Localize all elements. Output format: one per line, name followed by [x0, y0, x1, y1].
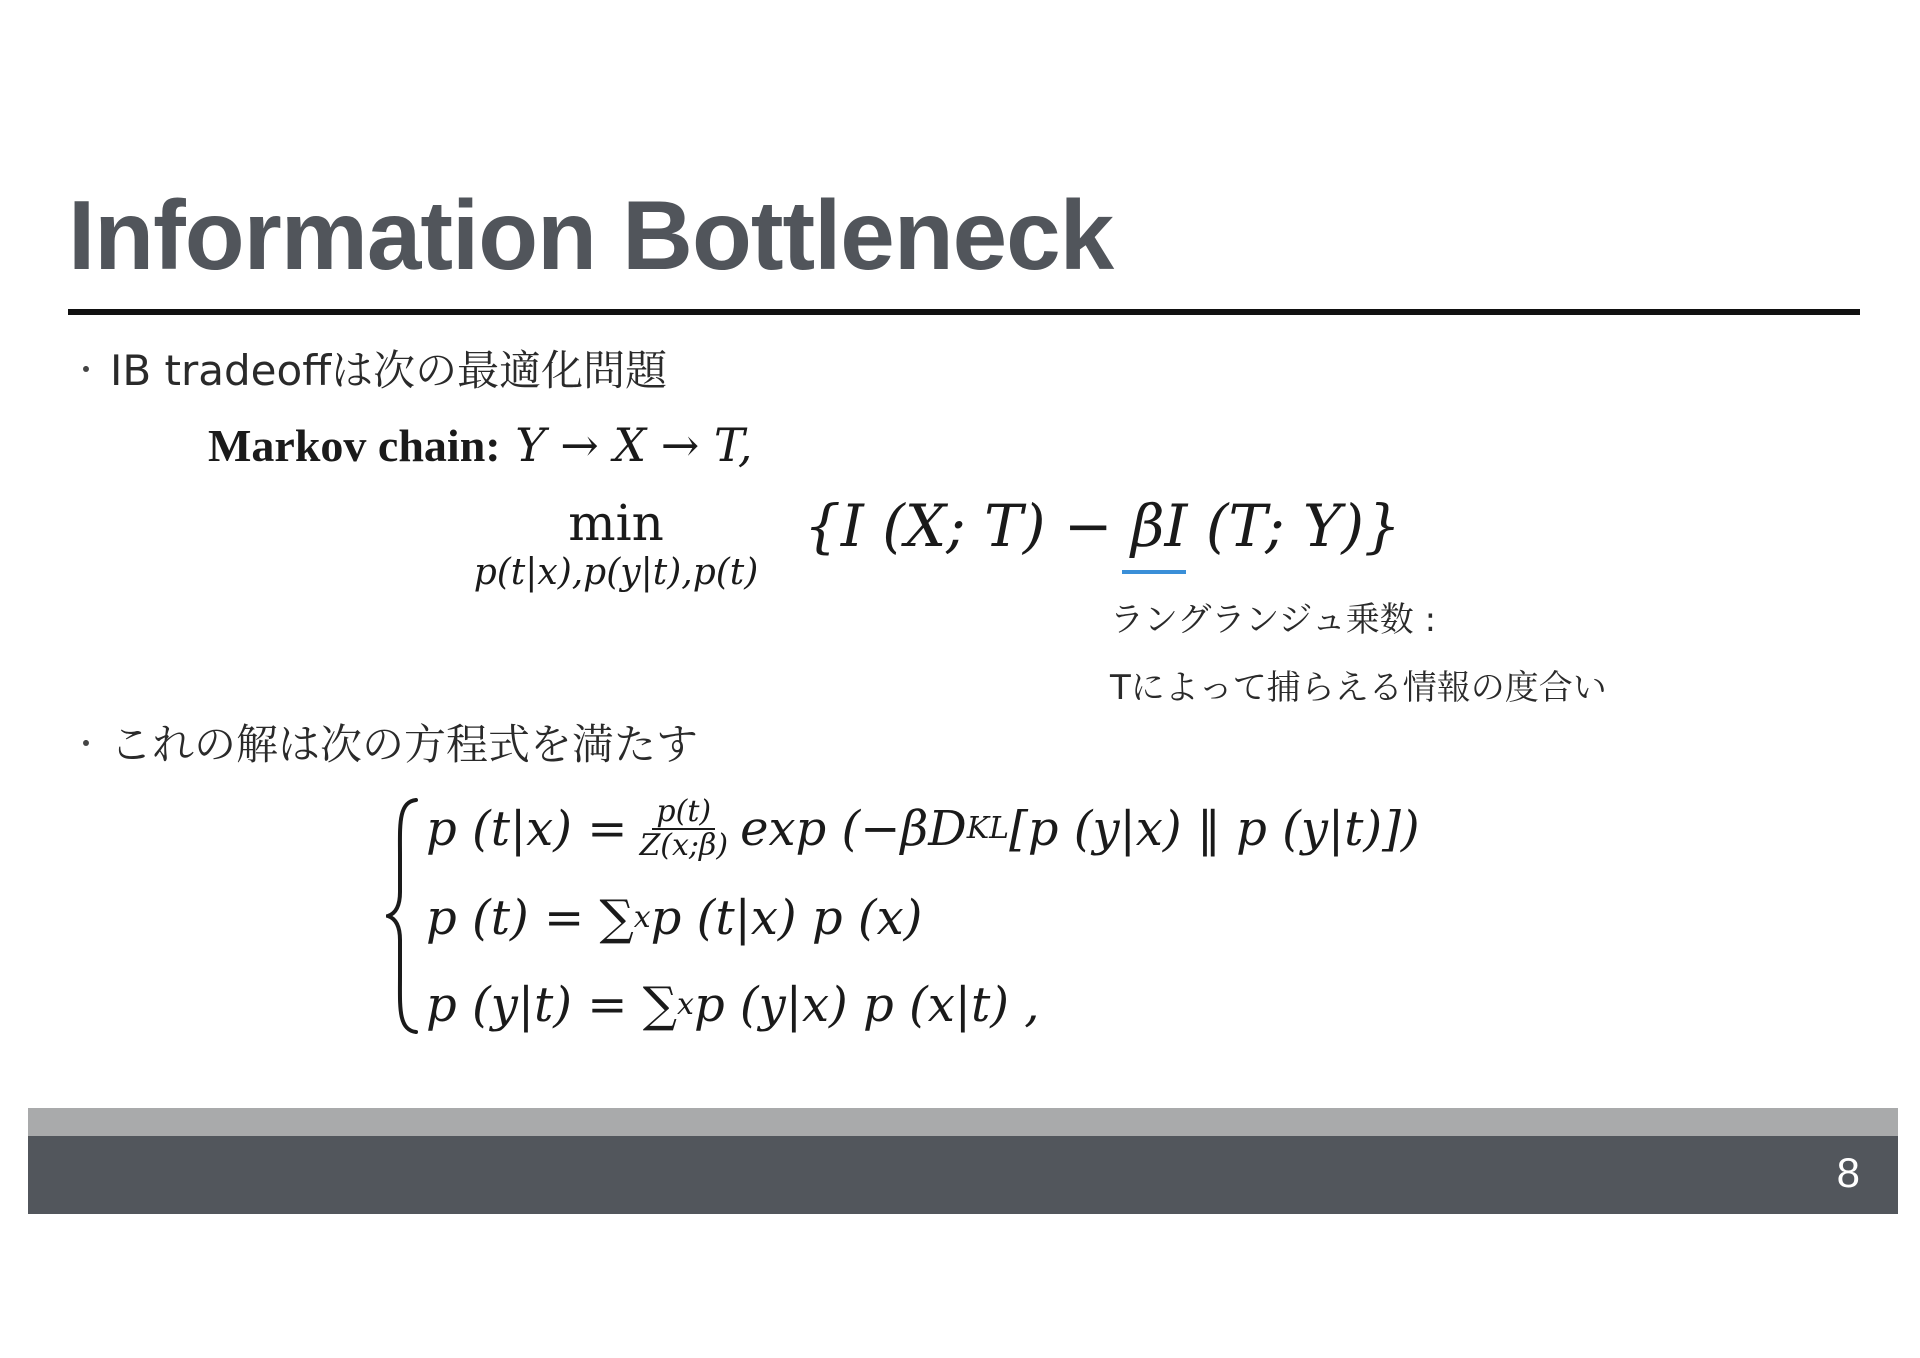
min-subscript: p(t|x),p(y|t),p(t): [473, 552, 759, 593]
annotation-lagrange-multiplier: ラングランジュ乗数 :: [1110, 600, 1437, 640]
markov-chain-label: Markov chain:: [208, 420, 501, 471]
eq1-fraction-denominator: Z(x;β): [639, 828, 729, 863]
bullet-text: これの解は次の方程式を満たす: [110, 720, 699, 769]
equation-p-t: [426, 887, 1420, 949]
objective-left: {I (X; T) −: [804, 492, 1131, 560]
objective-right: (T; Y)}: [1187, 492, 1401, 560]
eq1-kl-subscript: KL: [966, 811, 1010, 846]
eq3-lhs: p (y|t) = ∑: [426, 977, 678, 1033]
eq2-sum-subscript: x: [633, 900, 651, 935]
footer-accent-bar: [28, 1108, 1898, 1136]
markov-chain-formula: [208, 418, 752, 472]
eq2-tail: p (t|x) p (x): [650, 890, 923, 946]
bullet-solution: [70, 712, 698, 772]
equation-p-y-given-t: [426, 974, 1420, 1036]
eq2-lhs: p (t) = ∑: [426, 890, 634, 946]
footer-bar: [28, 1136, 1898, 1214]
eq1-tail: [p (y|x) ‖ p (y|t)]): [1009, 801, 1420, 857]
eq3-sum-subscript: x: [677, 987, 694, 1022]
beta-highlight-underline: [1122, 570, 1186, 574]
eq1-fraction-numerator: p(t): [652, 796, 715, 830]
bullet-marker: ・: [70, 725, 103, 763]
equation-p-t-given-x: [426, 796, 1420, 862]
min-operator: [436, 495, 796, 595]
bullet-marker: ・: [70, 351, 103, 389]
objective-beta-term: βI: [1130, 492, 1188, 560]
eq1-lhs: p (t|x) =: [426, 801, 628, 857]
ib-objective: [804, 492, 1401, 560]
title-underline: [68, 309, 1860, 315]
bullet-text: IB tradeoffは次の最適化問題: [110, 346, 668, 395]
bullet-ib-tradeoff: [70, 338, 667, 398]
annotation-information-degree: Tによって捕らえる情報の度合い: [1110, 668, 1607, 708]
slide-title: Information Bottleneck: [68, 180, 1114, 290]
solution-equation-system: [386, 796, 1420, 1036]
min-word: min: [568, 494, 664, 552]
markov-chain-expression: Y → X → T,: [515, 418, 753, 472]
page-number: 8: [1836, 1149, 1860, 1196]
left-brace-icon: [386, 796, 420, 1036]
eq3-tail: p (y|x) p (x|t) ,: [693, 977, 1040, 1033]
eq1-exp: exp (−βD: [740, 801, 967, 857]
eq1-fraction: [635, 796, 732, 862]
